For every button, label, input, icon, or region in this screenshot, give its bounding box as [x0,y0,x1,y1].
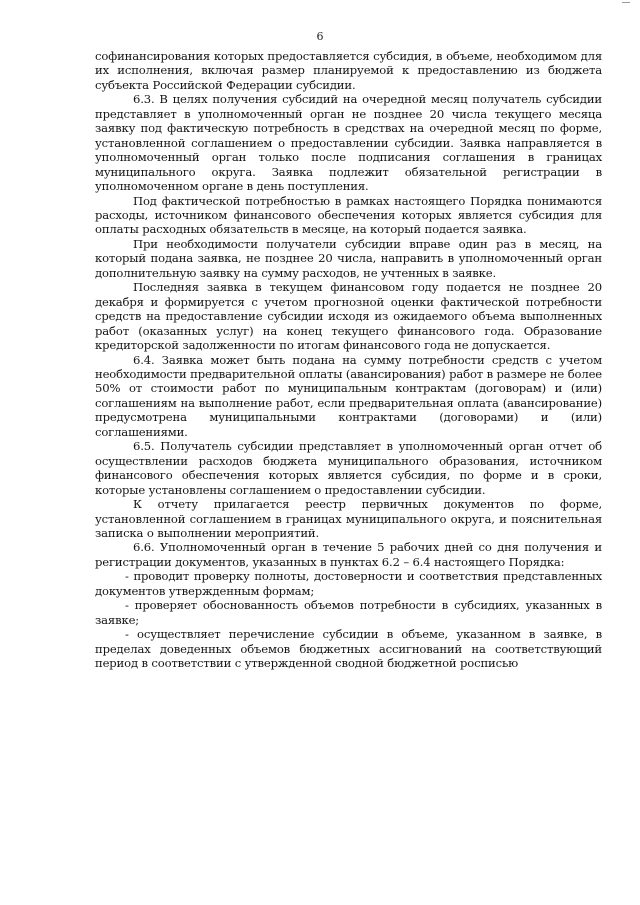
list-item-transfers-subsidy: - осуществляет перечисление субсидии в объеме, указанном в заявке, в пределах доведенных объемов бюджетных ассигнований на соответствующий период в соответствии с утвержденной сводной бюджетной росписью [95,627,602,671]
paragraph-last-request: Последняя заявка в текущем финансовом году подается не позднее 20 декабря и формируется с учетом прогнозной оценки фактической потребности средств на предоставление субсидии исходя из ожидаемого объема выполненных работ (оказанных услуг) на конец текущего финансового года. Образование кредиторской задолженности по итогам финансового года не допускается. [95,280,602,353]
document-body [95,49,602,670]
paragraph-additional-request: При необходимости получатели субсидии вправе один раз в месяц, на который подана заявка, не позднее 20 числа, направить в уполномоченный орган дополнительную заявку на сумму расходов, не учтенных в заявке. [95,236,602,280]
paragraph-continuation: софинансирования которых предоставляется субсидия, в объеме, необходимом для их исполнения, включая размер планируемой к предоставлению из бюджета субъекта Российской Федерации субсидии. [95,49,602,92]
list-item-checks-completeness: - проводит проверку полноты, достоверности и соответствия представленных документов утвержденным формам; [95,569,602,598]
page-number: 6 [316,30,324,43]
paragraph-6-6: 6.6. Уполномоченный орган в течение 5 рабочих дней со дня получения и регистрации документов, указанных в пунктах 6.2 – 6.4 настоящего Порядка: [95,540,602,569]
paragraph-6-3: 6.3. В целях получения субсидий на очередной месяц получатель субсидии представляет в уполномоченный орган не позднее 20 числа текущего месяца заявку под фактическую потребность в средствах на очередной месяц по форме, установленной соглашением о предоставлении субсидии. Заявка направляется в уполномоченный орган только после подписания соглашения в границах муниципального округа. Заявка подлежит обязательной регистрации в уполномоченном органе в день поступления. [95,92,602,194]
list-item-checks-validity: - проверяет обоснованность объемов потребности в субсидиях, указанных в заявке; [95,598,602,627]
scan-corner-mark [622,2,630,9]
paragraph-actual-need: Под фактической потребностью в рамках настоящего Порядка понимаются расходы, источником финансового обеспечения которых является субсидия для оплаты расходных обязательств в месяце, на который подается заявка. [95,193,602,237]
paragraph-6-4: 6.4. Заявка может быть подана на сумму потребности средств с учетом необходимости предварительной оплаты (авансирования) работ в размере не более 50% от стоимости работ по муниципальным контрактам (договорам) и (или) соглашениям на выполнение работ, если предварительная оплата (авансирование) предусмотрена муниципальными контрактами (договорами) и (или) соглашениями. [95,352,602,439]
paragraph-report-attachment: К отчету прилагается реестр первичных документов по форме, установленной соглашением в границах муниципального округа, и пояснительная записка о выполнении мероприятий. [95,497,602,540]
paragraph-6-5: 6.5. Получатель субсидии представляет в уполномоченный орган отчет об осуществлении расходов бюджета муниципального образования, источником финансового обеспечения которых является субсидия, по форме и в сроки, которые установлены соглашением о предоставлении субсидии. [95,439,602,497]
